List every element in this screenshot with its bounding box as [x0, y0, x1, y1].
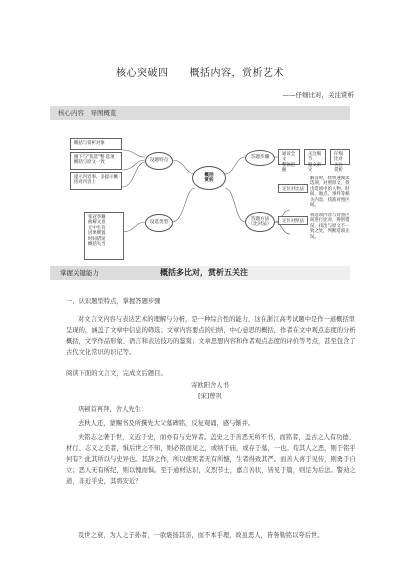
section2-label: 掌握关键能力 — [60, 269, 99, 277]
body-paragraph-2: 阅读下面的文言文，完成文后题目。 — [66, 370, 167, 377]
page-subtitle: ——仔细比对，关注赏析 — [282, 91, 354, 99]
mindmap-error-types: 张冠李戴 曲解文意 无中生有 因果倒置 时间错误 概括失当 — [84, 212, 124, 260]
mindmap-step-2: 关注细节 据文索文 — [304, 149, 326, 165]
mindmap-left-box-2: 圈下与"焦选"整 选项概括与原文一致 — [70, 152, 122, 170]
mindmap-oval-steps: 答题步骤 — [245, 150, 275, 166]
page-title: 核心突破四 概括内容，赏析艺术 — [116, 68, 284, 79]
section2-title: 概括多比对，赏析五关注 — [160, 268, 248, 277]
mindmap-oval-type: 设选类型 — [145, 214, 173, 232]
mindmap-method-text-top: 解答时，经快速阅读选项，对照原文，找出选项中的人物、时间、地点、事件等相关内容，找准对照区间。 — [310, 176, 350, 209]
mindmap-center: 概括 赏析 — [192, 166, 226, 190]
body-paragraph-5: 夫铭志之著于世，义近于史，而亦有与史异者。盖史之于善恶无所不书，而铭者，盖古之人有功德、材行、志义之美者，惧后世之不知，则必铭而见之，或纳于庙，或存于墓，一也。苟其人之恶，则于铭乎何有？此其所以与史异也。其辞之作，所以使死者无有所憾，生者得致其严。而善人喜于见传，则勇于自立；恶人无有所纪，则以愧而惧。至于通材达识，义烈节士，嘉言善状，皆见于篇，则足为后法。警劝之道，非近乎史，其将安近？ — [66, 434, 356, 485]
body-paragraph-4: 去秋人还，蒙赐书及所撰先大父墓碑铭，反复观诵，感与惭并。 — [78, 420, 255, 427]
body-paragraph-6: 及世之衰，为人之子孙者，一欲褒扬其亲，而不本乎理，故虽恶人，皆务勒铭以夸后世。 — [78, 532, 324, 539]
body-heading: 一、认识题型特点，掌握答题步骤 — [66, 298, 161, 305]
mindmap-left-box-1: 概括与赏析对象 — [70, 138, 122, 150]
body-paragraph-1: 对文言文内容与表达艺术的理解与分析，是一种综合性的能力，这在浙江高考试题中是作一道概括里呈现的，涵盖了文章中信息的筛选；文章内容要点的归纳，中心意思的概括，作者在文中观点态度的分析概括，文学作品形象、语言和表达技巧的鉴赏；文章思想内容和作者观点态度的评价等考点，甚至包含了古代文化常识的识记等。 — [66, 316, 356, 356]
section-label: 核心内容 导图概览 — [58, 109, 117, 117]
mindmap-oval-design: 设题特点 — [145, 152, 173, 170]
mindmap-step-1: 通读全文 整体把握 — [278, 149, 300, 165]
mindmap-method-text-bottom: 将选项内容与对照区间进行比对，辨别错误，找出与原文不一致之处，判断选项正误。 — [310, 213, 350, 240]
text-title: 寄欧阳舍人书 — [191, 382, 229, 389]
text-author: [宋]曾巩 — [198, 393, 222, 400]
body-paragraph-3: 巩顿首再拜，舍人先生： — [78, 406, 148, 413]
mindmap-oval-method: 答题方法 （比对法） — [245, 212, 275, 232]
mindmap-method-label-top: 定位对比法 — [278, 184, 308, 193]
mindmap-method-label-bottom: 定位对照法 — [278, 216, 308, 225]
mindmap-left-box-3: 提示内容事，多提示概括对内容上 — [70, 172, 122, 190]
mindmap-step-3: 仔细比对 关注赏析 — [330, 149, 350, 165]
